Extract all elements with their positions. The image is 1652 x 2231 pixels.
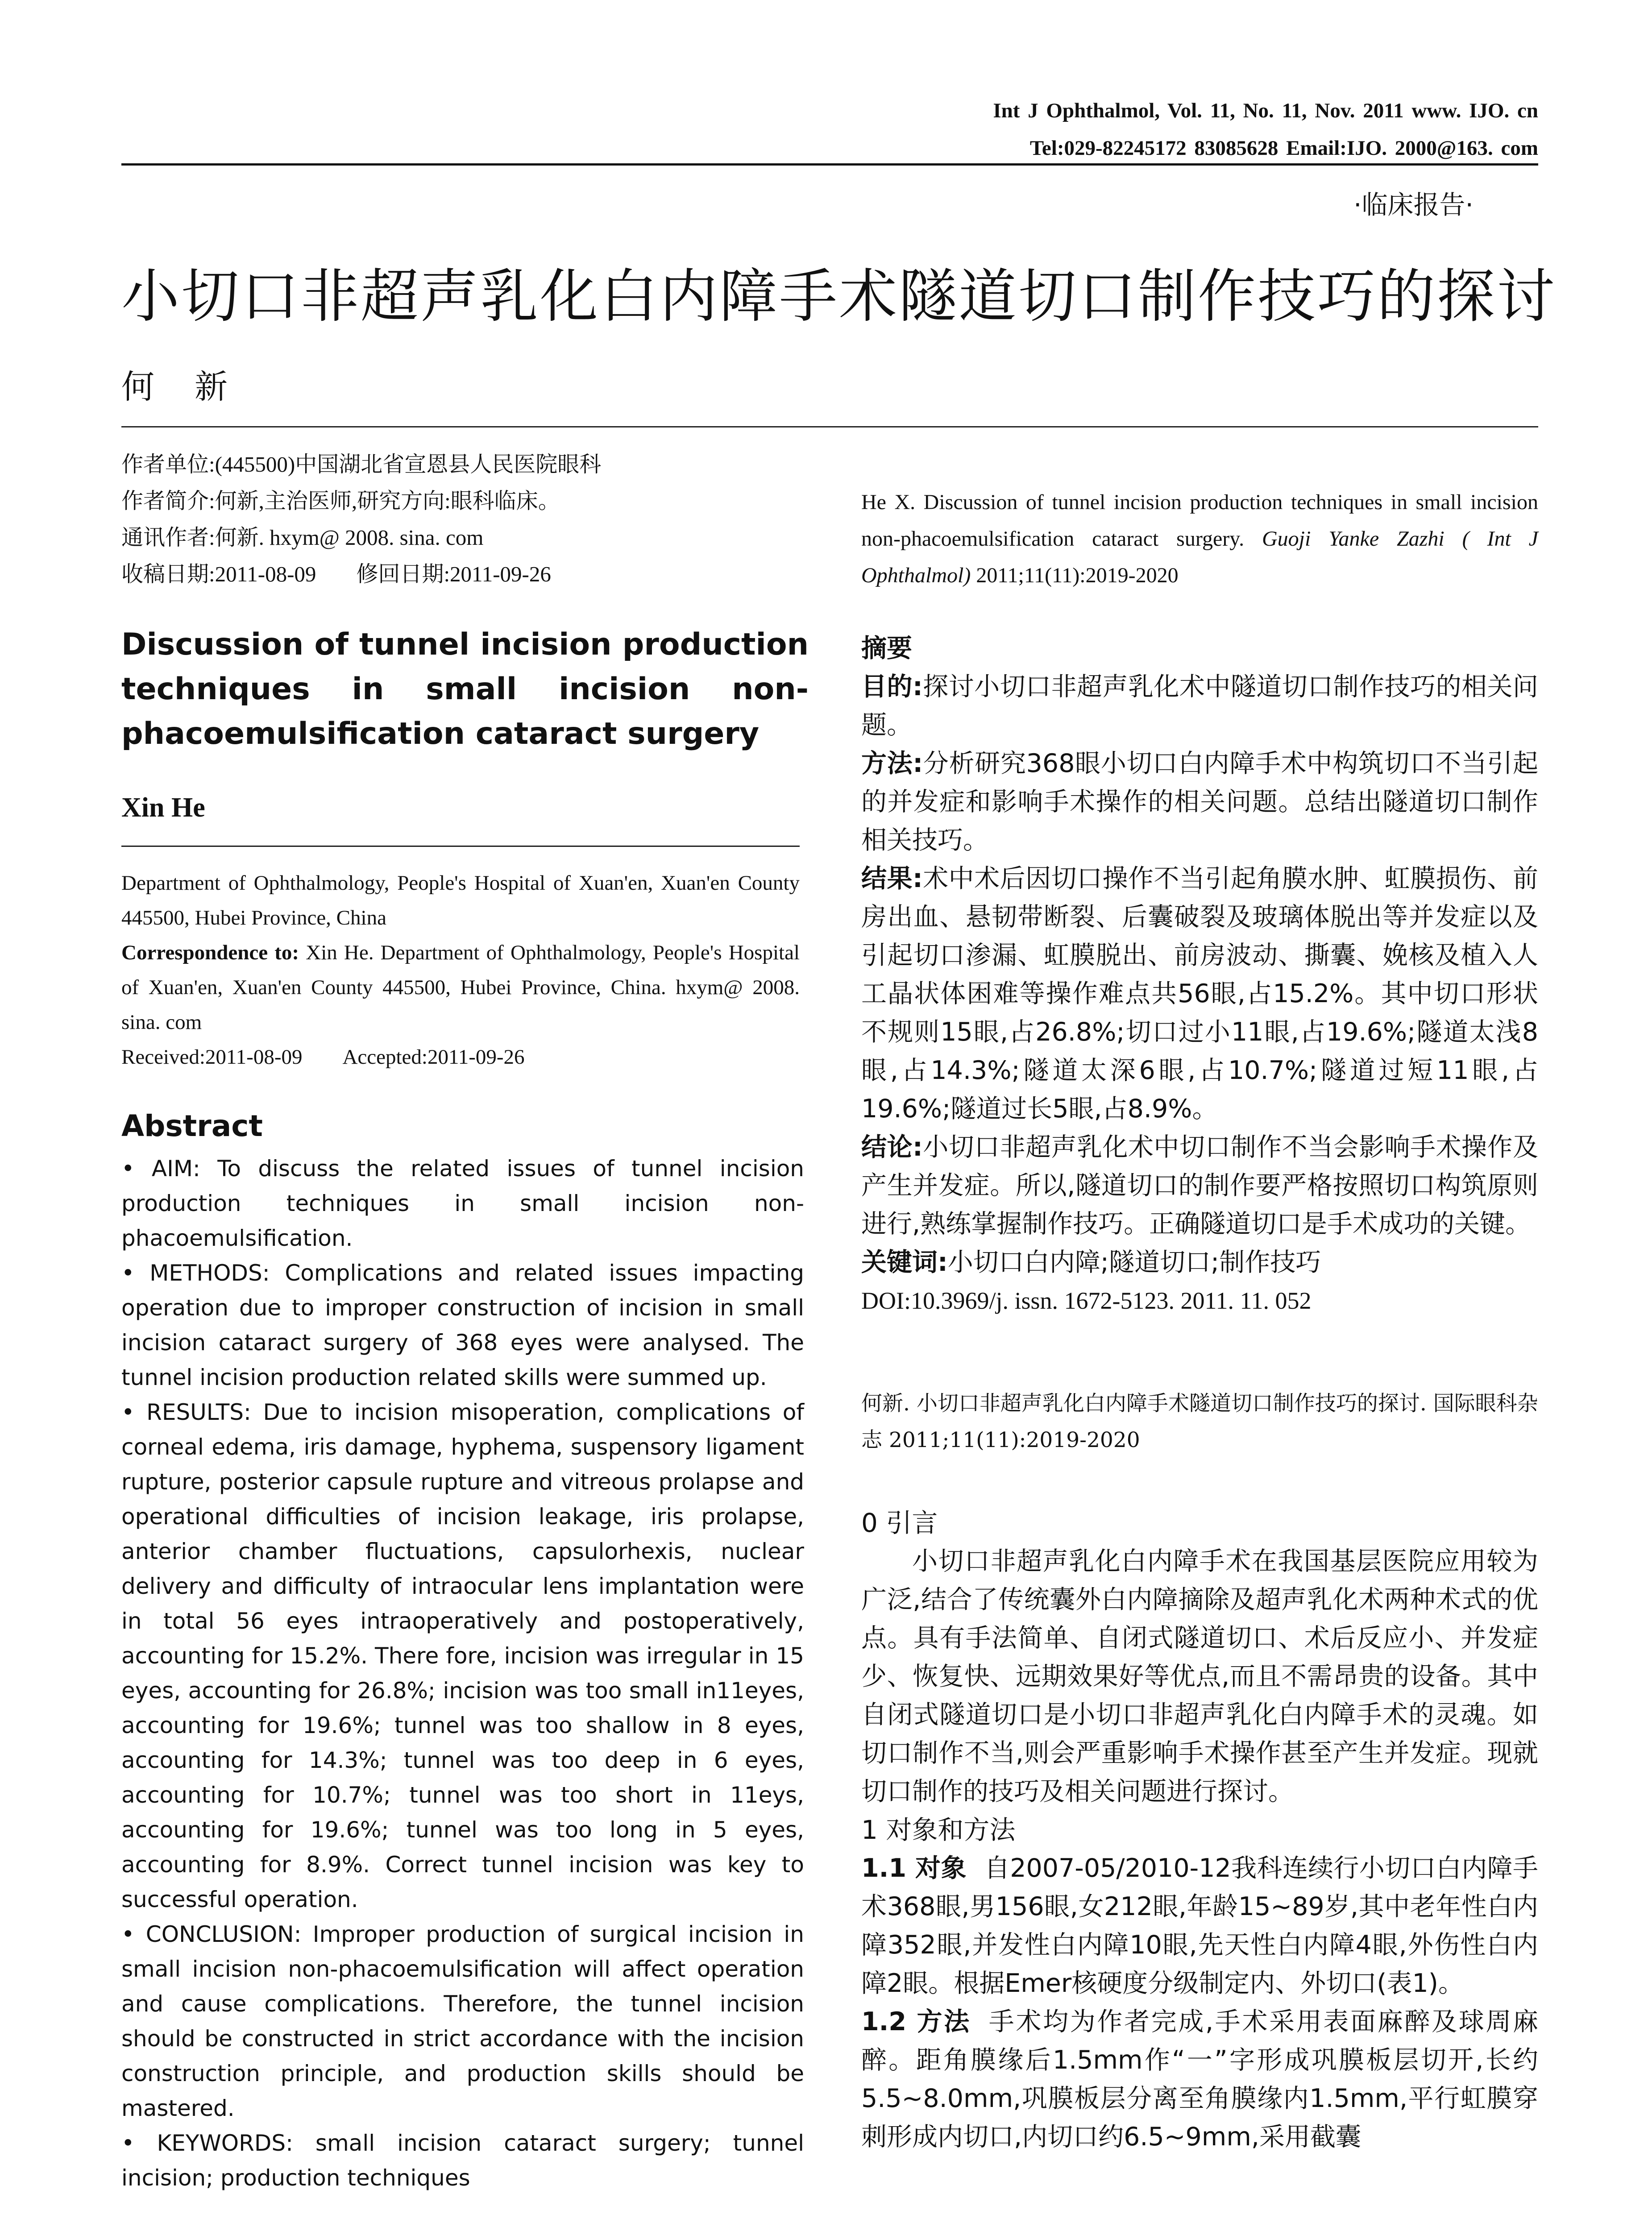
abstract-methods: • METHODS: Complications and related issues impacting operation due to improper construction of incision in small incision cataract surgery of 368 eyes were analysed. The tunnel incision production related skills were summed up.: [121, 1260, 804, 1390]
received-date: 收稿日期:2011-08-09: [121, 562, 316, 586]
cn-keywords-text: 小切口白内障;隧道切口;制作技巧: [947, 1248, 1321, 1277]
intro-heading: 0 引言: [861, 1508, 938, 1538]
subsection-1-2-text: 手术均为作者完成,手术采用表面麻醉及球周麻醉。距角膜缘后1.5mm作“一”字形成巩膜板层切开,长约5.5~8.0mm,巩膜板层分离至角膜缘内1.5mm,平行虹膜穿刺形成内切口,内切口约6.5~9mm,采用截囊: [861, 2007, 1538, 2152]
intro-paragraph: 小切口非超声乳化白内障手术在我国基层医院应用较为广泛,结合了传统囊外白内障摘除及超声乳化术两种术式的优点。具有手法简单、自闭式隧道切口、术后反应小、并发症少、恢复快、远期效果好等优点,而且不需昂贵的设备。其中自闭式隧道切口是小切口非超声乳化白内障手术的灵魂。如切口制作不当,则会严重影响手术操作甚至产生并发症。现就切口制作的技巧及相关问题进行探讨。: [861, 1547, 1538, 1806]
cn-results-label: 结果:: [861, 864, 923, 893]
cn-conclusion-text: 小切口非超声乳化术中切口制作不当会影响手术操作及产生并发症。所以,隧道切口的制作要严格按照切口构筑原则进行,熟练掌握制作技巧。正确隧道切口是手术成功的关键。: [861, 1132, 1538, 1239]
correspondence-text: Xin He. Department of Ophthalmology, People's Hospital of Xuan'en, Xuan'en County 445500, Hubei Province, China. hxym@ 2008. sina. com: [121, 941, 800, 1034]
english-abstract: [121, 1151, 804, 2195]
english-author: Xin He: [121, 792, 205, 823]
citation-detail: 2011;11(11):2019-2020: [976, 564, 1179, 587]
english-correspondence: [121, 935, 800, 1040]
abstract-heading: Abstract: [121, 1109, 263, 1143]
chinese-title: 小切口非超声乳化白内障手术隧道切口制作技巧的探讨: [121, 262, 1557, 330]
journal-header-line1: Int J Ophthalmol, Vol. 11, No. 11, Nov. 2011 www. IJO. cn: [993, 99, 1538, 122]
cn-aim-text: 探讨小切口非超声乳化术中隧道切口制作技巧的相关问题。: [861, 672, 1538, 740]
subsection-1-1: [861, 1849, 1538, 2003]
chinese-abstract: [861, 629, 1538, 1320]
revised-date: 修回日期:2011-09-26: [356, 562, 551, 586]
received-en: Received:2011-08-09: [121, 1045, 303, 1069]
subsection-1-2-label: 1.2 方法: [861, 2007, 971, 2036]
journal-header-line2: Tel:029-82245172 83085628 Email:IJO. 2000@163. com: [1029, 137, 1538, 160]
header-divider: [121, 163, 1538, 166]
author-divider: [121, 426, 1538, 427]
abstract-conclusion: • CONCLUSION: Improper production of surgical incision in small incision non-phacoemulsification will affect operation and cause complications. Therefore, the tunnel incision should be constructed in strict accordance with the incision construction principle, and production skills should be mastered.: [121, 1921, 804, 2121]
cn-conclusion: [861, 1128, 1538, 1243]
english-citation: [861, 484, 1538, 594]
subsection-1-2: [861, 2003, 1538, 2156]
abstract-aim: • AIM: To discuss the related issues of tunnel incision production techniques in small incision non-phacoemulsification.: [121, 1156, 804, 1251]
affiliation-line: 作者单位:(445500)中国湖北省宣恩县人民医院眼科: [121, 452, 602, 477]
english-affiliation-block: [121, 866, 800, 1074]
chinese-affiliation-block: [121, 446, 880, 593]
journal-header: [993, 92, 1538, 167]
english-title: Discussion of tunnel incision production techniques in small incision non-phacoemulsification cataract surgery: [121, 627, 809, 751]
english-author-divider: [121, 846, 800, 847]
chinese-citation: 何新. 小切口非超声乳化白内障手术隧道切口制作技巧的探讨. 国际眼科杂志 2011;11(11):2019-2020: [861, 1391, 1538, 1452]
cn-methods-label: 方法:: [861, 749, 923, 778]
cn-aim-label: 目的:: [861, 672, 923, 701]
cn-results-text: 术中术后因切口操作不当引起角膜水肿、虹膜损伤、前房出血、悬韧带断裂、后囊破裂及玻璃体脱出等并发症以及引起切口渗漏、虹膜脱出、前房波动、撕囊、娩核及植入人工晶状体困难等操作难点共56眼,占15.2%。其中切口形状不规则15眼,占26.8%;切口过小11眼,占19.6%;隧道太浅8眼,占14.3%;隧道太深6眼,占10.7%;隧道过短11眼,占19.6%;隧道过长5眼,占8.9%。: [861, 864, 1538, 1124]
cn-methods-text: 分析研究368眼小切口白内障手术中构筑切口不当引起的并发症和影响手术操作的相关问题。总结出隧道切口制作相关技巧。: [861, 749, 1538, 855]
correspondence-label: Correspondence to:: [121, 941, 299, 964]
doi: DOI:10.3969/j. issn. 1672-5123. 2011. 11. 052: [861, 1287, 1312, 1314]
cn-keywords-label: 关键词:: [861, 1248, 948, 1277]
correspondence-line: 通讯作者:何新. hxym@ 2008. sina. com: [121, 525, 484, 550]
author-bio-line: 作者简介:何新,主治医师,研究方向:眼科临床。: [121, 489, 560, 513]
cn-methods: [861, 744, 1538, 859]
body-text: [861, 1504, 1538, 2156]
dates-line: [121, 556, 880, 593]
subsection-1-1-label: 1.1 对象: [861, 1854, 967, 1883]
citation-text: He X. Discussion of tunnel incision production techniques in small incision non-phacoemulsification cataract surgery.: [861, 490, 1538, 551]
chinese-abstract-heading: 摘要: [861, 634, 912, 663]
cn-keywords: [861, 1243, 1538, 1281]
citation-journal: Guoji Yanke Zazhi ( Int J Ophthalmol): [861, 527, 1538, 587]
section1-heading: 1 对象和方法: [861, 1815, 1016, 1845]
english-affiliation: Department of Ophthalmology, People's Hospital of Xuan'en, Xuan'en County 445500, Hubei Province, China: [121, 871, 800, 929]
abstract-keywords: • KEYWORDS: small incision cataract surgery; tunnel incision; production techniques: [121, 2130, 804, 2191]
accepted-en: Accepted:2011-09-26: [342, 1045, 525, 1069]
section-tag: ·临床报告·: [1353, 190, 1474, 220]
subsection-1-1-text: 自2007-05/2010-12我科连续行小切口白内障手术368眼,男156眼,女212眼,年龄15~89岁,其中老年性白内障352眼,并发性白内障10眼,先天性白内障4眼,外伤性白内障2眼。根据Emer核硬度分级制定内、外切口(表1)。: [861, 1854, 1538, 1998]
cn-aim: [861, 668, 1538, 744]
english-dates: [121, 1040, 800, 1074]
abstract-results: • RESULTS: Due to incision misoperation, complications of corneal edema, iris damage, hyphema, suspensory ligament rupture, posterior capsule rupture and vitreous prolapse and operational difficulties of incision leakage, iris prolapse, anterior chamber fluctuations, capsulorhexis, nuclear delivery and difficulty of intraocular lens implantation were in total 56 eyes intraoperatively and postoperatively, accounting for 15.2%. There fore, incision was irregular in 15 eyes, accounting for 26.8%; incision was too small in11eyes, accounting for 19.6%; tunnel was too shallow in 8 eyes, accounting for 14.3%; tunnel was too deep in 6 eyes, accounting for 10.7%; tunnel was too short in 11eys, accounting for 19.6%; tunnel was too long in 5 eyes, accounting for 8.9%. Correct tunnel incision was key to successful operation.: [121, 1399, 804, 1912]
chinese-author: 何新: [121, 368, 268, 406]
cn-results: [861, 859, 1538, 1128]
cn-conclusion-label: 结论:: [861, 1132, 923, 1162]
